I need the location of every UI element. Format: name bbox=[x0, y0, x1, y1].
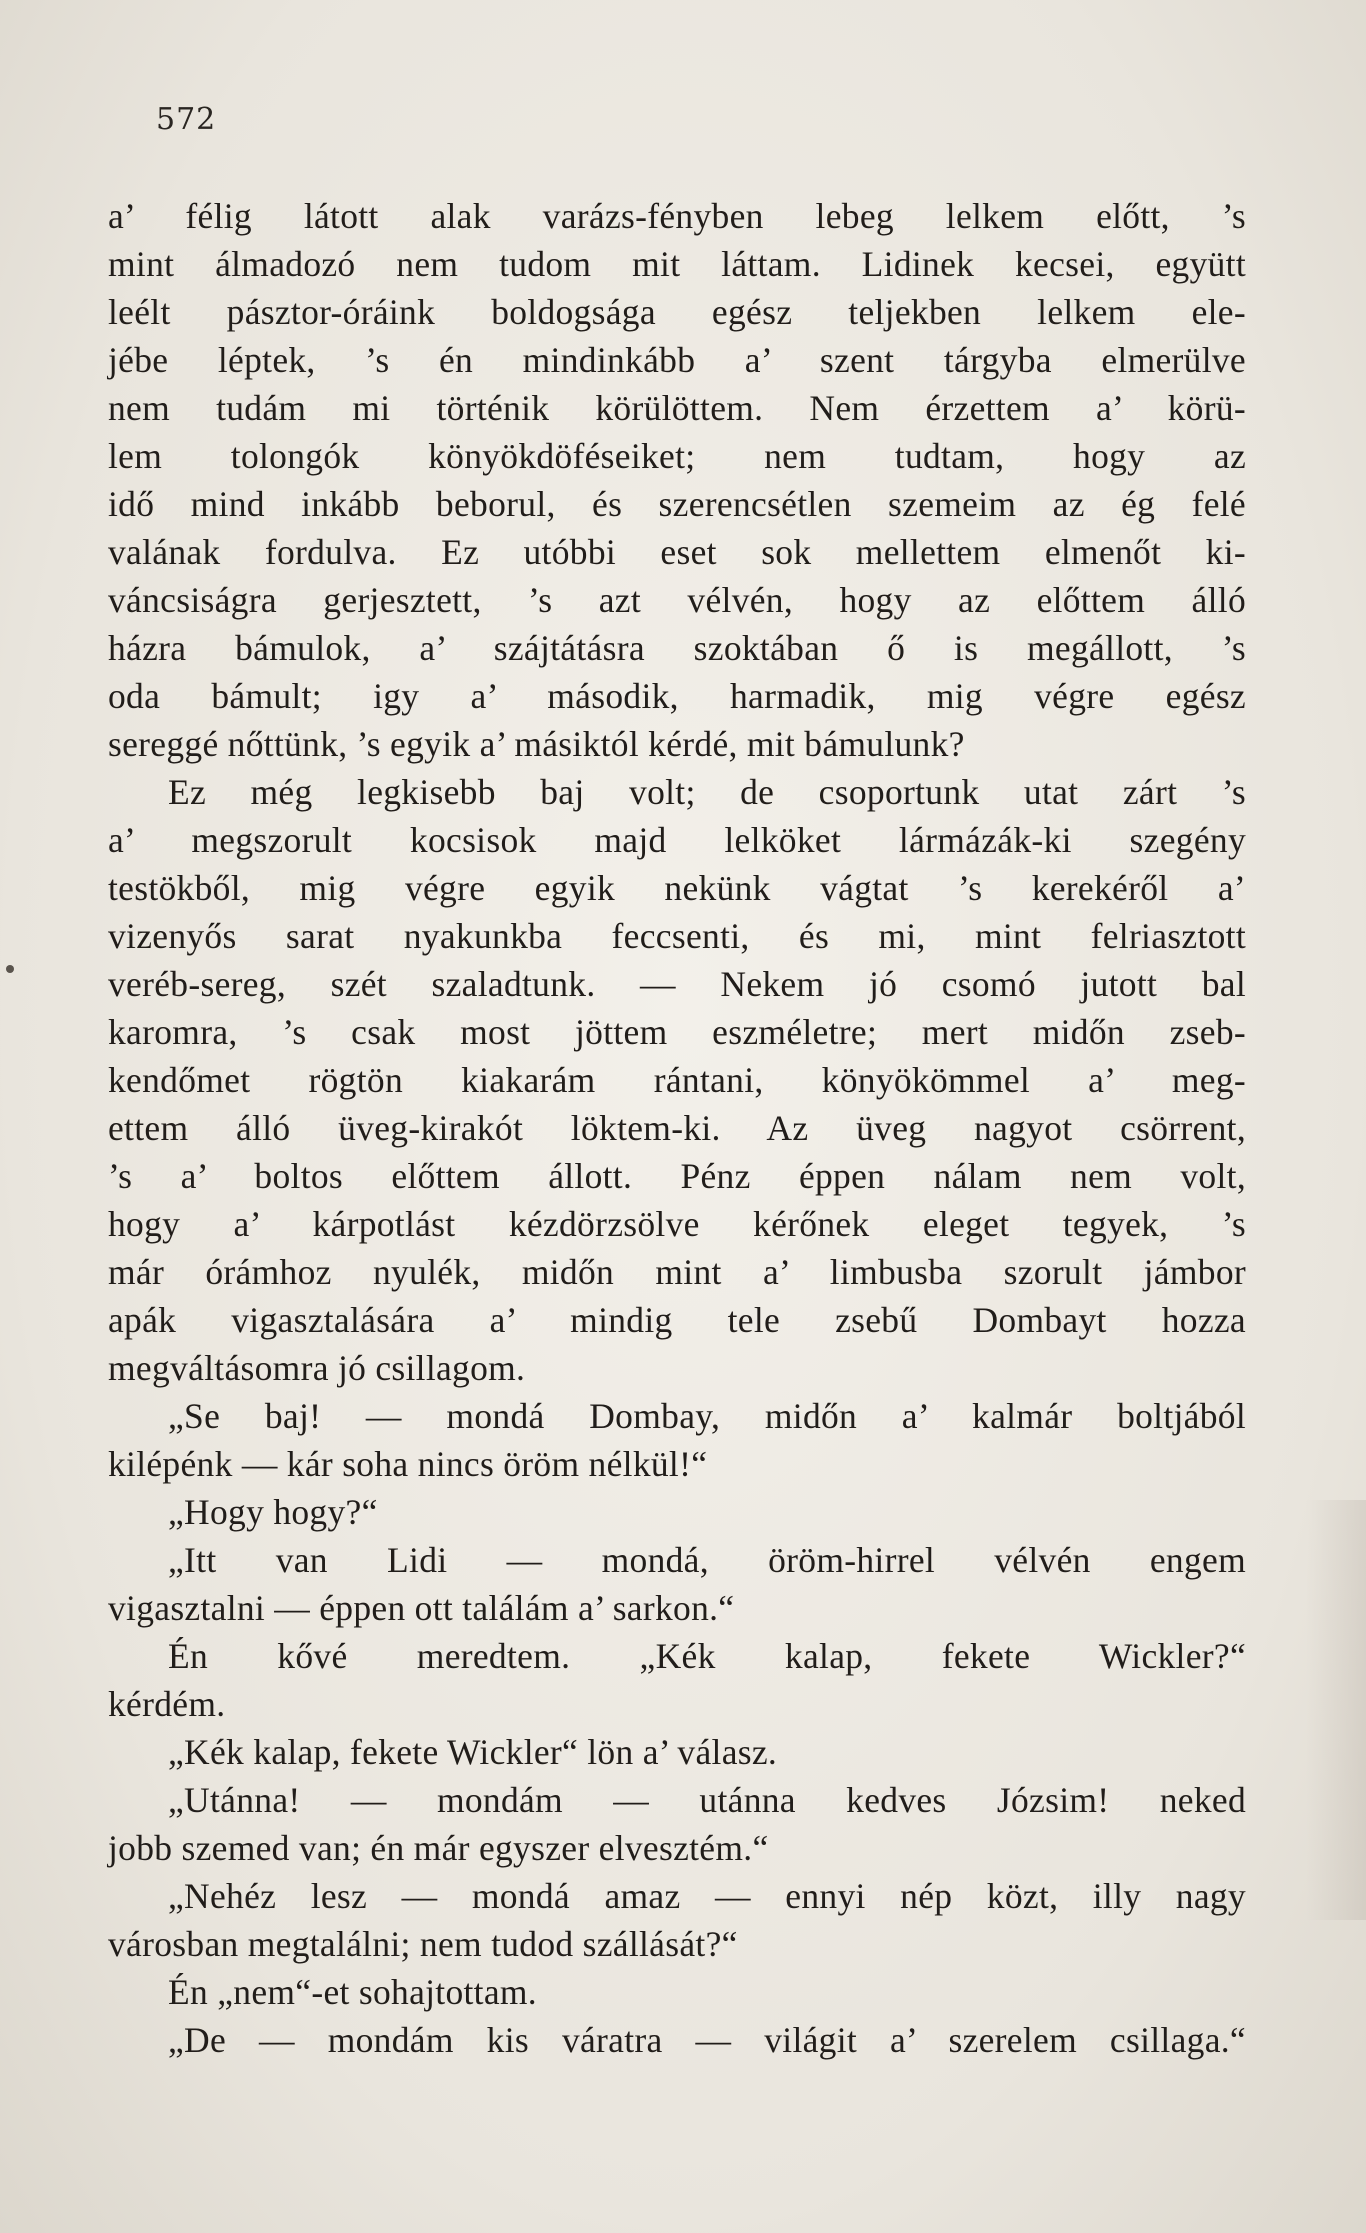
text-line: karomra, ’s csak most jöttem eszméletre; mert midőn zseb- bbox=[108, 1012, 1246, 1052]
body-text bbox=[108, 192, 1246, 2064]
text-line: sereggé nőttünk, ’s egyik a’ másiktól kérdé, mit bámulunk? bbox=[108, 724, 965, 764]
text-line: „Se baj! — mondá Dombay, midőn a’ kalmár boltjából bbox=[168, 1396, 1246, 1436]
page-number: 572 bbox=[156, 102, 217, 137]
text-line: leélt pásztor-óráink boldogsága egész teljekben lelkem ele- bbox=[108, 292, 1246, 332]
text-line: Ez még legkisebb baj volt; de csoportunk utat zárt ’s bbox=[168, 772, 1246, 812]
text-line: apák vigasztalására a’ mindig tele zsebű Dombayt hozza bbox=[108, 1300, 1246, 1340]
margin-speck bbox=[6, 965, 14, 973]
text-line: Én „nem“-et sohajtottam. bbox=[168, 1972, 537, 2012]
text-line: kendőmet rögtön kiakarám rántani, könyökömmel a’ meg- bbox=[108, 1060, 1246, 1100]
text-line: veréb-sereg, szét szaladtunk. — Nekem jó csomó jutott bal bbox=[108, 964, 1246, 1004]
text-line: a’ megszorult kocsisok majd lelköket lármázák-ki szegény bbox=[108, 820, 1246, 860]
text-line: oda bámult; igy a’ második, harmadik, mig végre egész bbox=[108, 676, 1246, 716]
text-line: Én kővé meredtem. „Kék kalap, fekete Wickler?“ bbox=[168, 1636, 1246, 1676]
text-line: jobb szemed van; én már egyszer elvesztém.“ bbox=[108, 1828, 769, 1868]
text-line: a’ félig látott alak varázs-fényben lebeg lelkem előtt, ’s bbox=[108, 196, 1246, 236]
text-line: kérdém. bbox=[108, 1684, 226, 1724]
text-line: hogy a’ kárpotlást kézdörzsölve kérőnek eleget tegyek, ’s bbox=[108, 1204, 1246, 1244]
text-line: városban megtalálni; nem tudod szállását?“ bbox=[108, 1924, 738, 1964]
text-line: „Itt van Lidi — mondá, öröm-hirrel vélvén engem bbox=[168, 1540, 1246, 1580]
text-line: ’s a’ boltos előttem állott. Pénz éppen nálam nem volt, bbox=[108, 1156, 1246, 1196]
text-line: nem tudám mi történik körülöttem. Nem érzettem a’ körü- bbox=[108, 388, 1246, 428]
text-line: mint álmadozó nem tudom mit láttam. Lidinek kecsei, együtt bbox=[108, 244, 1246, 284]
text-line: ettem álló üveg-kirakót löktem-ki. Az üveg nagyot csörrent, bbox=[108, 1108, 1246, 1148]
text-line: kilépénk — kár soha nincs öröm nélkül!“ bbox=[108, 1444, 708, 1484]
text-line: megváltásomra jó csillagom. bbox=[108, 1348, 526, 1388]
text-line: lem tolongók könyökdöféseiket; nem tudtam, hogy az bbox=[108, 436, 1246, 476]
text-line: valának fordulva. Ez utóbbi eset sok mellettem elmenőt ki- bbox=[108, 532, 1246, 572]
text-line: váncsiságra gerjesztett, ’s azt vélvén, hogy az előttem álló bbox=[108, 580, 1246, 620]
text-line: testökből, mig végre egyik nekünk vágtat ’s kerekéről a’ bbox=[108, 868, 1246, 908]
text-line: jébe léptek, ’s én mindinkább a’ szent tárgyba elmerülve bbox=[108, 340, 1246, 380]
text-line: vigasztalni — éppen ott találám a’ sarkon.“ bbox=[108, 1588, 735, 1628]
text-line: vizenyős sarat nyakunkba feccsenti, és mi, mint felriasztott bbox=[108, 916, 1246, 956]
text-line: „De — mondám kis váratra — világit a’ szerelem csillaga.“ bbox=[168, 2020, 1246, 2060]
text-line: már órámhoz nyulék, midőn mint a’ limbusba szorult jámbor bbox=[108, 1252, 1246, 1292]
text-line: „Nehéz lesz — mondá amaz — ennyi nép közt, illy nagy bbox=[168, 1876, 1246, 1916]
paper-bleed-shadow bbox=[1306, 1500, 1366, 1920]
text-line: „Utánna! — mondám — utánna kedves Józsim! neked bbox=[168, 1780, 1246, 1820]
text-line: házra bámulok, a’ szájtátásra szoktában ő is megállott, ’s bbox=[108, 628, 1246, 668]
text-line: „Hogy hogy?“ bbox=[168, 1492, 378, 1532]
text-line: „Kék kalap, fekete Wickler“ lön a’ válasz. bbox=[168, 1732, 778, 1772]
text-line: idő mind inkább beborul, és szerencsétlen szemeim az ég felé bbox=[108, 484, 1246, 524]
